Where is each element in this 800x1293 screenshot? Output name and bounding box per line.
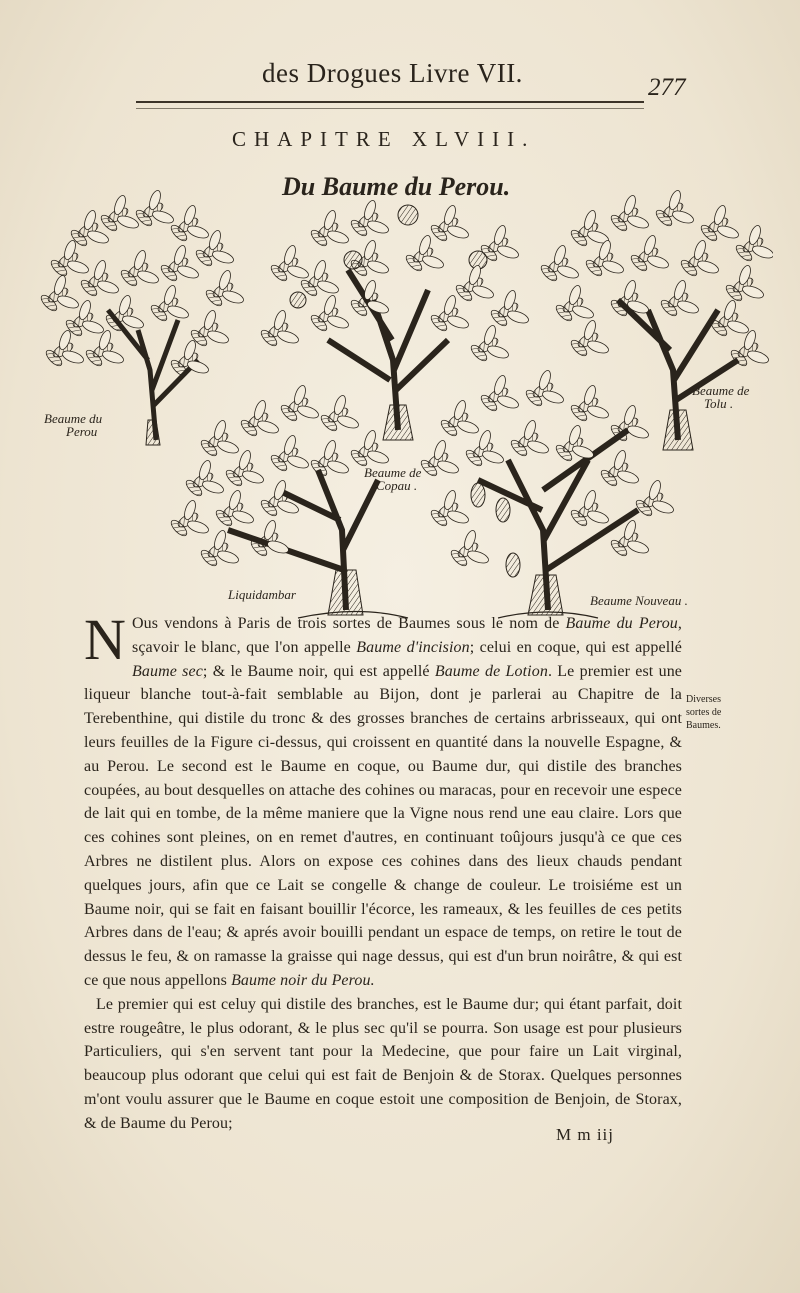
tree-liquidambar xyxy=(169,384,390,615)
tree-peru xyxy=(39,190,245,445)
p1-text-e: ; celui en coque, qui est appellé xyxy=(469,638,683,656)
p1-text-a: Ous vendons à Paris de trois sortes de Baumes sous le nom de xyxy=(132,615,566,632)
p1-text-g: ; & le Baume noir, qui est appellé xyxy=(202,662,435,680)
p1-term-lotion: Baume de Lotion xyxy=(434,662,548,680)
page-number: 277 xyxy=(648,74,686,101)
chapter-subtitle: Du Baume du Perou. xyxy=(282,172,511,201)
label-peru xyxy=(44,412,102,438)
p1-term-baume-sec: Baume sec xyxy=(132,662,203,680)
label-peru-line2: Perou xyxy=(66,424,98,439)
paragraph-1 xyxy=(84,607,683,993)
p1-term-baume-du-perou: Baume du Perou xyxy=(565,615,678,632)
balsam-trees-engraving xyxy=(28,190,773,630)
header-rule xyxy=(136,101,644,103)
label-copau-line1: Beaume de xyxy=(364,465,422,480)
label-copau xyxy=(364,466,421,492)
p1-term-incision: Baume d'incision xyxy=(356,638,470,656)
p1-term-baume-noir: Baume noir du Perou. xyxy=(231,971,375,989)
header-rule-thin xyxy=(136,108,644,109)
margin-note xyxy=(686,693,746,732)
paragraph-2: Le premier qui est celuy qui distile des branches, est le Baume dur; qui étant parfait, doit estre rougeâtre, le plus odorant, & le plus sec qu'il se pourra. Son usage est pour plusieurs Particuliers, qui s'en servent tant pour la Medecine, que pour faire un Lait virginal, beaucoup plus odorant que celui qui est fait de Benjoin & de Storax. Quelques personnes m'ont voulu assurer que le Baume en coque estoit une composition de Benjoin, de Storax, & de Baume du Perou; xyxy=(84,995,682,1132)
label-tolu-line2: Tolu . xyxy=(704,396,734,411)
signature-mark: M m iij xyxy=(556,1125,615,1144)
body-text xyxy=(84,607,683,1136)
margin-note-line1: Diverses xyxy=(686,694,721,705)
margin-note-line3: Baumes. xyxy=(686,720,721,731)
drop-cap: N xyxy=(84,607,126,672)
label-nouveau: Beaume Nouveau . xyxy=(590,593,688,608)
chapter-heading: CHAPITRE XLVIII. xyxy=(232,127,536,151)
label-tolu xyxy=(692,384,749,410)
label-liquidambar: Liquidambar xyxy=(228,587,296,602)
margin-note-line2: sortes de xyxy=(686,707,722,718)
p1-text-i: . Le premier est une liqueur blanche tout-à-fait semblable au Bijon, dont je parlerai au Chapitre de la Terebenthine, qui distile du tronc & des grosses branches de certains arbrisseaux, qui ont leurs feuilles de la Figure ci-dessus, qui croissent en quantité dans la nouvelle Espagne, & au Perou. Le second est le Baume en coque, ou Baume dur, qui distile des branches coupées, au bout desquelles on attache des cohines ou maracas, pour en recevoir une espece de lait qui en tombe, de la même maniere que la Vigne nous rend une eau claire. Lors que ces cohines sont pleines, on en remet d'autres, en continuant toûjours jusqu'à ce que ces Arbres ne distilent plus. Alors on expose ces cohines dans des lieux chauds pendant quelques jours, afin que ce Lait se congelle & change de couleur. Le troisiéme est un Baume noir, qui se fait en faisant bouillir l'écorce, les rameaux, & les feuilles de ces petits Arbres dans de l'eau; & aprés avoir bouilli pendant un espace de temps, on retire le tout de dessus le feu, & on ramasse la graisse qui nage dessus, qui est d'un brun noirâtre, & qui est ce que nous appellons xyxy=(84,662,682,989)
tree-nouveau xyxy=(419,369,675,615)
label-tolu-line1: Beaume de xyxy=(692,383,750,398)
label-copau-line2: Copau . xyxy=(376,478,418,493)
p1-text-c: , sçavoir le blanc, que l'on appelle xyxy=(132,615,682,656)
running-title: des Drogues Livre VII. xyxy=(262,58,523,88)
label-peru-line1: Beaume du xyxy=(44,411,103,426)
